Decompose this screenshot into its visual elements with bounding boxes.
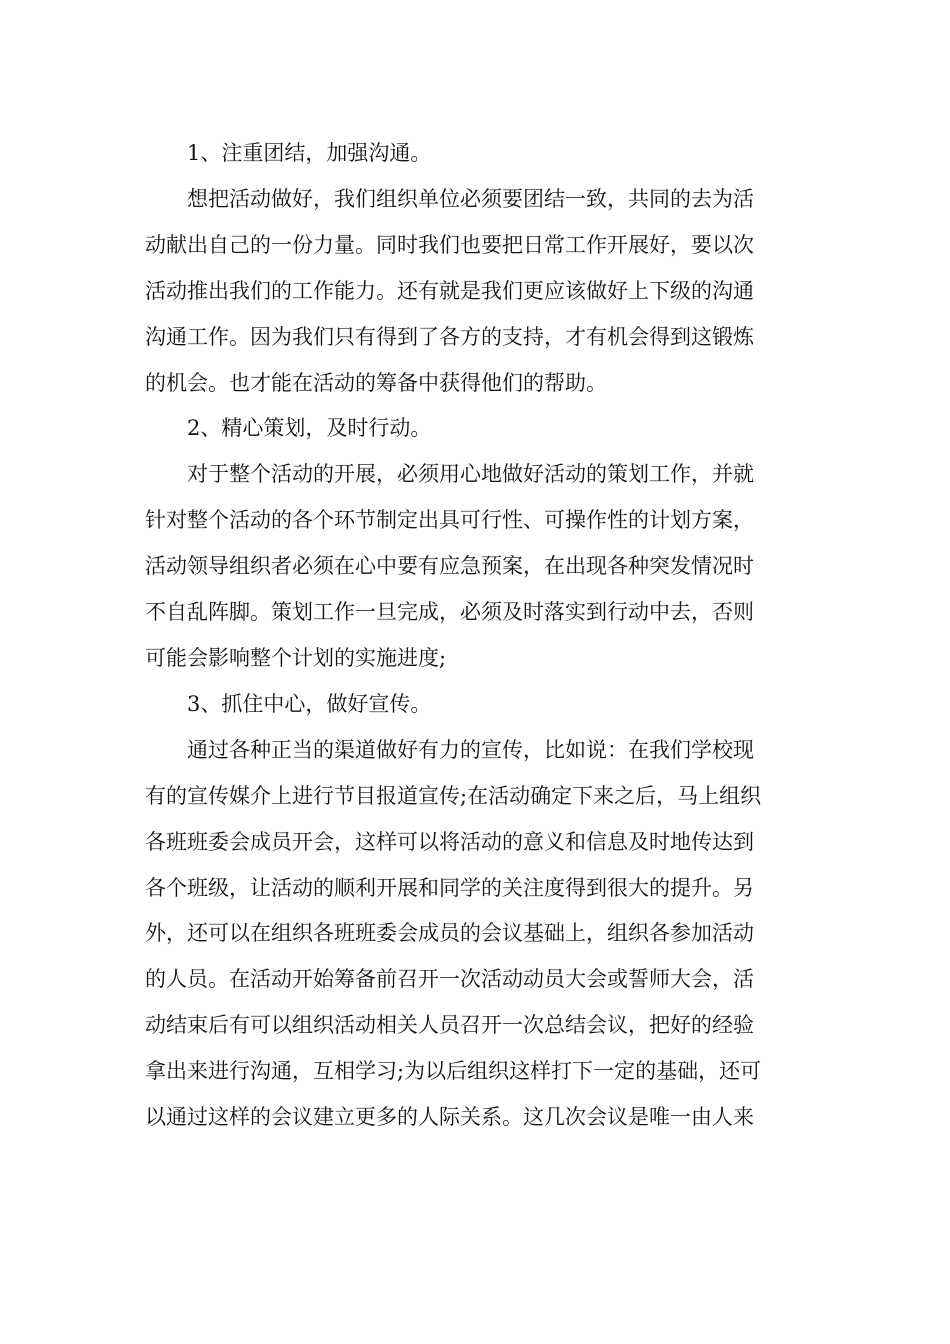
section-heading [145,682,807,728]
paragraph [145,452,807,682]
paragraph-line: 对于整个活动的开展，必须用心地做好活动的策划工作，并就 [187,462,754,487]
paragraph-line: 以通过这样的会议建立更多的人际关系。这几次会议是唯一由人来 [145,1105,754,1130]
paragraph-line: 的机会。也才能在活动的筹备中获得他们的帮助。 [145,370,607,395]
paragraph-line: 针对整个活动的各个环节制定出具可行性、可操作性的计划方案， [145,508,754,533]
paragraph-line: 不自乱阵脚。策划工作一旦完成，必须及时落实到行动中去，否则 [145,600,754,625]
paragraph-line: 可能会影响整个计划的实施进度; [145,645,447,670]
paragraph-line: 通过各种正当的渠道做好有力的宣传，比如说：在我们学校现 [187,737,754,762]
section-heading [145,131,807,177]
heading-text: 2、精心策划，及时行动。 [187,416,432,441]
paragraph-line: 想把活动做好，我们组织单位必须要团结一致，共同的去为活 [187,186,754,211]
document-body [145,131,807,1141]
paragraph-line: 动结束后有可以组织活动相关人员召开一次总结会议，把好的经验 [145,1013,754,1038]
paragraph [145,728,807,1141]
heading-text: 1、注重团结，加强沟通。 [187,141,432,165]
paragraph-line: 活动推出我们的工作能力。还有就是我们更应该做好上下级的沟通 [145,278,754,303]
paragraph-line: 活动领导组织者必须在心中要有应急预案，在出现各种突发情况时 [145,554,754,579]
paragraph-line: 各个班级，让活动的顺利开展和同学的关注度得到很大的提升。另 [145,875,754,900]
paragraph-line: 动献出自己的一份力量。同时我们也要把日常工作开展好，要以次 [145,232,754,257]
paragraph-line: 的人员。在活动开始筹备前召开一次活动动员大会或誓师大会，活 [145,967,754,992]
paragraph-line: 外，还可以在组织各班班委会成员的会议基础上，组织各参加活动 [145,921,754,946]
section-heading [145,406,807,452]
paragraph-line: 拿出来进行沟通，互相学习;为以后组织这样打下一定的基础，还可 [145,1059,762,1084]
paragraph [145,177,807,407]
heading-text: 3、抓住中心，做好宣传。 [187,691,432,716]
paragraph-line: 各班班委会成员开会，这样可以将活动的意义和信息及时地传达到 [145,829,754,854]
paragraph-line: 沟通工作。因为我们只有得到了各方的支持，才有机会得到这锻炼 [145,324,754,349]
paragraph-line: 有的宣传媒介上进行节目报道宣传;在活动确定下来之后，马上组织 [145,783,762,808]
